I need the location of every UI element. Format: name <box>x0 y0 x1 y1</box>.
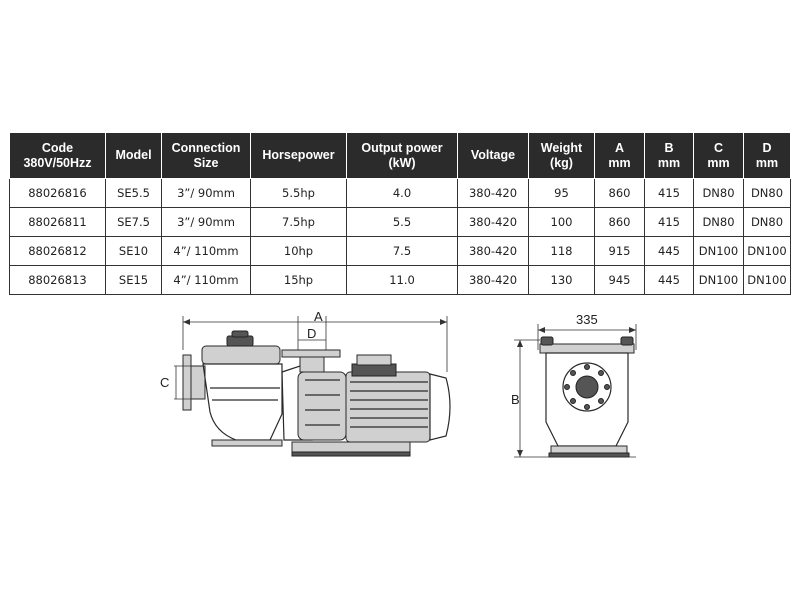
cell-weight: 100 <box>529 208 595 237</box>
cell-model: SE5.5 <box>106 179 162 208</box>
cell-voltage: 380-420 <box>458 237 529 266</box>
cell-d: DN100 <box>744 237 791 266</box>
cell-voltage: 380-420 <box>458 179 529 208</box>
cell-weight: 130 <box>529 266 595 295</box>
label-335: 335 <box>576 312 598 327</box>
header-output-power: Output power (kW) <box>347 133 458 179</box>
cell-c: DN100 <box>694 237 744 266</box>
cell-code: 88026816 <box>10 179 106 208</box>
cell-b: 415 <box>645 208 694 237</box>
cell-c: DN100 <box>694 266 744 295</box>
cell-connection-size: 4”/ 110mm <box>162 237 251 266</box>
cell-horsepower: 7.5hp <box>251 208 347 237</box>
cell-voltage: 380-420 <box>458 208 529 237</box>
cell-voltage: 380-420 <box>458 266 529 295</box>
cell-d: DN100 <box>744 266 791 295</box>
header-connection-size: Connection Size <box>162 133 251 179</box>
label-c: C <box>160 375 170 390</box>
cell-weight: 118 <box>529 237 595 266</box>
cell-a: 945 <box>595 266 645 295</box>
header-code: Code 380V/50Hzz <box>10 133 106 179</box>
header-weight: Weight (kg) <box>529 133 595 179</box>
label-d: D <box>307 326 317 341</box>
cell-b: 445 <box>645 266 694 295</box>
cell-model: SE15 <box>106 266 162 295</box>
header-voltage: Voltage <box>458 133 529 179</box>
label-b: B <box>511 392 520 407</box>
cell-model: SE10 <box>106 237 162 266</box>
cell-output-power: 7.5 <box>347 237 458 266</box>
header-b: B mm <box>645 133 694 179</box>
cell-connection-size: 3”/ 90mm <box>162 208 251 237</box>
header-a: A mm <box>595 133 645 179</box>
cell-horsepower: 15hp <box>251 266 347 295</box>
cell-code: 88026813 <box>10 266 106 295</box>
cell-a: 860 <box>595 208 645 237</box>
cell-output-power: 11.0 <box>347 266 458 295</box>
cell-connection-size: 3”/ 90mm <box>162 179 251 208</box>
cell-horsepower: 10hp <box>251 237 347 266</box>
header-model: Model <box>106 133 162 179</box>
header-horsepower: Horsepower <box>251 133 347 179</box>
pump-front-view <box>514 324 636 457</box>
header-d: D mm <box>744 133 791 179</box>
cell-output-power: 4.0 <box>347 179 458 208</box>
cell-c: DN80 <box>694 208 744 237</box>
cell-model: SE7.5 <box>106 208 162 237</box>
cell-d: DN80 <box>744 208 791 237</box>
cell-c: DN80 <box>694 179 744 208</box>
cell-d: DN80 <box>744 179 791 208</box>
cell-weight: 95 <box>529 179 595 208</box>
label-a: A <box>314 309 323 324</box>
header-c: C mm <box>694 133 744 179</box>
cell-a: 860 <box>595 179 645 208</box>
cell-connection-size: 4”/ 110mm <box>162 266 251 295</box>
cell-a: 915 <box>595 237 645 266</box>
cell-code: 88026811 <box>10 208 106 237</box>
cell-b: 445 <box>645 237 694 266</box>
cell-output-power: 5.5 <box>347 208 458 237</box>
cell-code: 88026812 <box>10 237 106 266</box>
cell-b: 415 <box>645 179 694 208</box>
cell-horsepower: 5.5hp <box>251 179 347 208</box>
